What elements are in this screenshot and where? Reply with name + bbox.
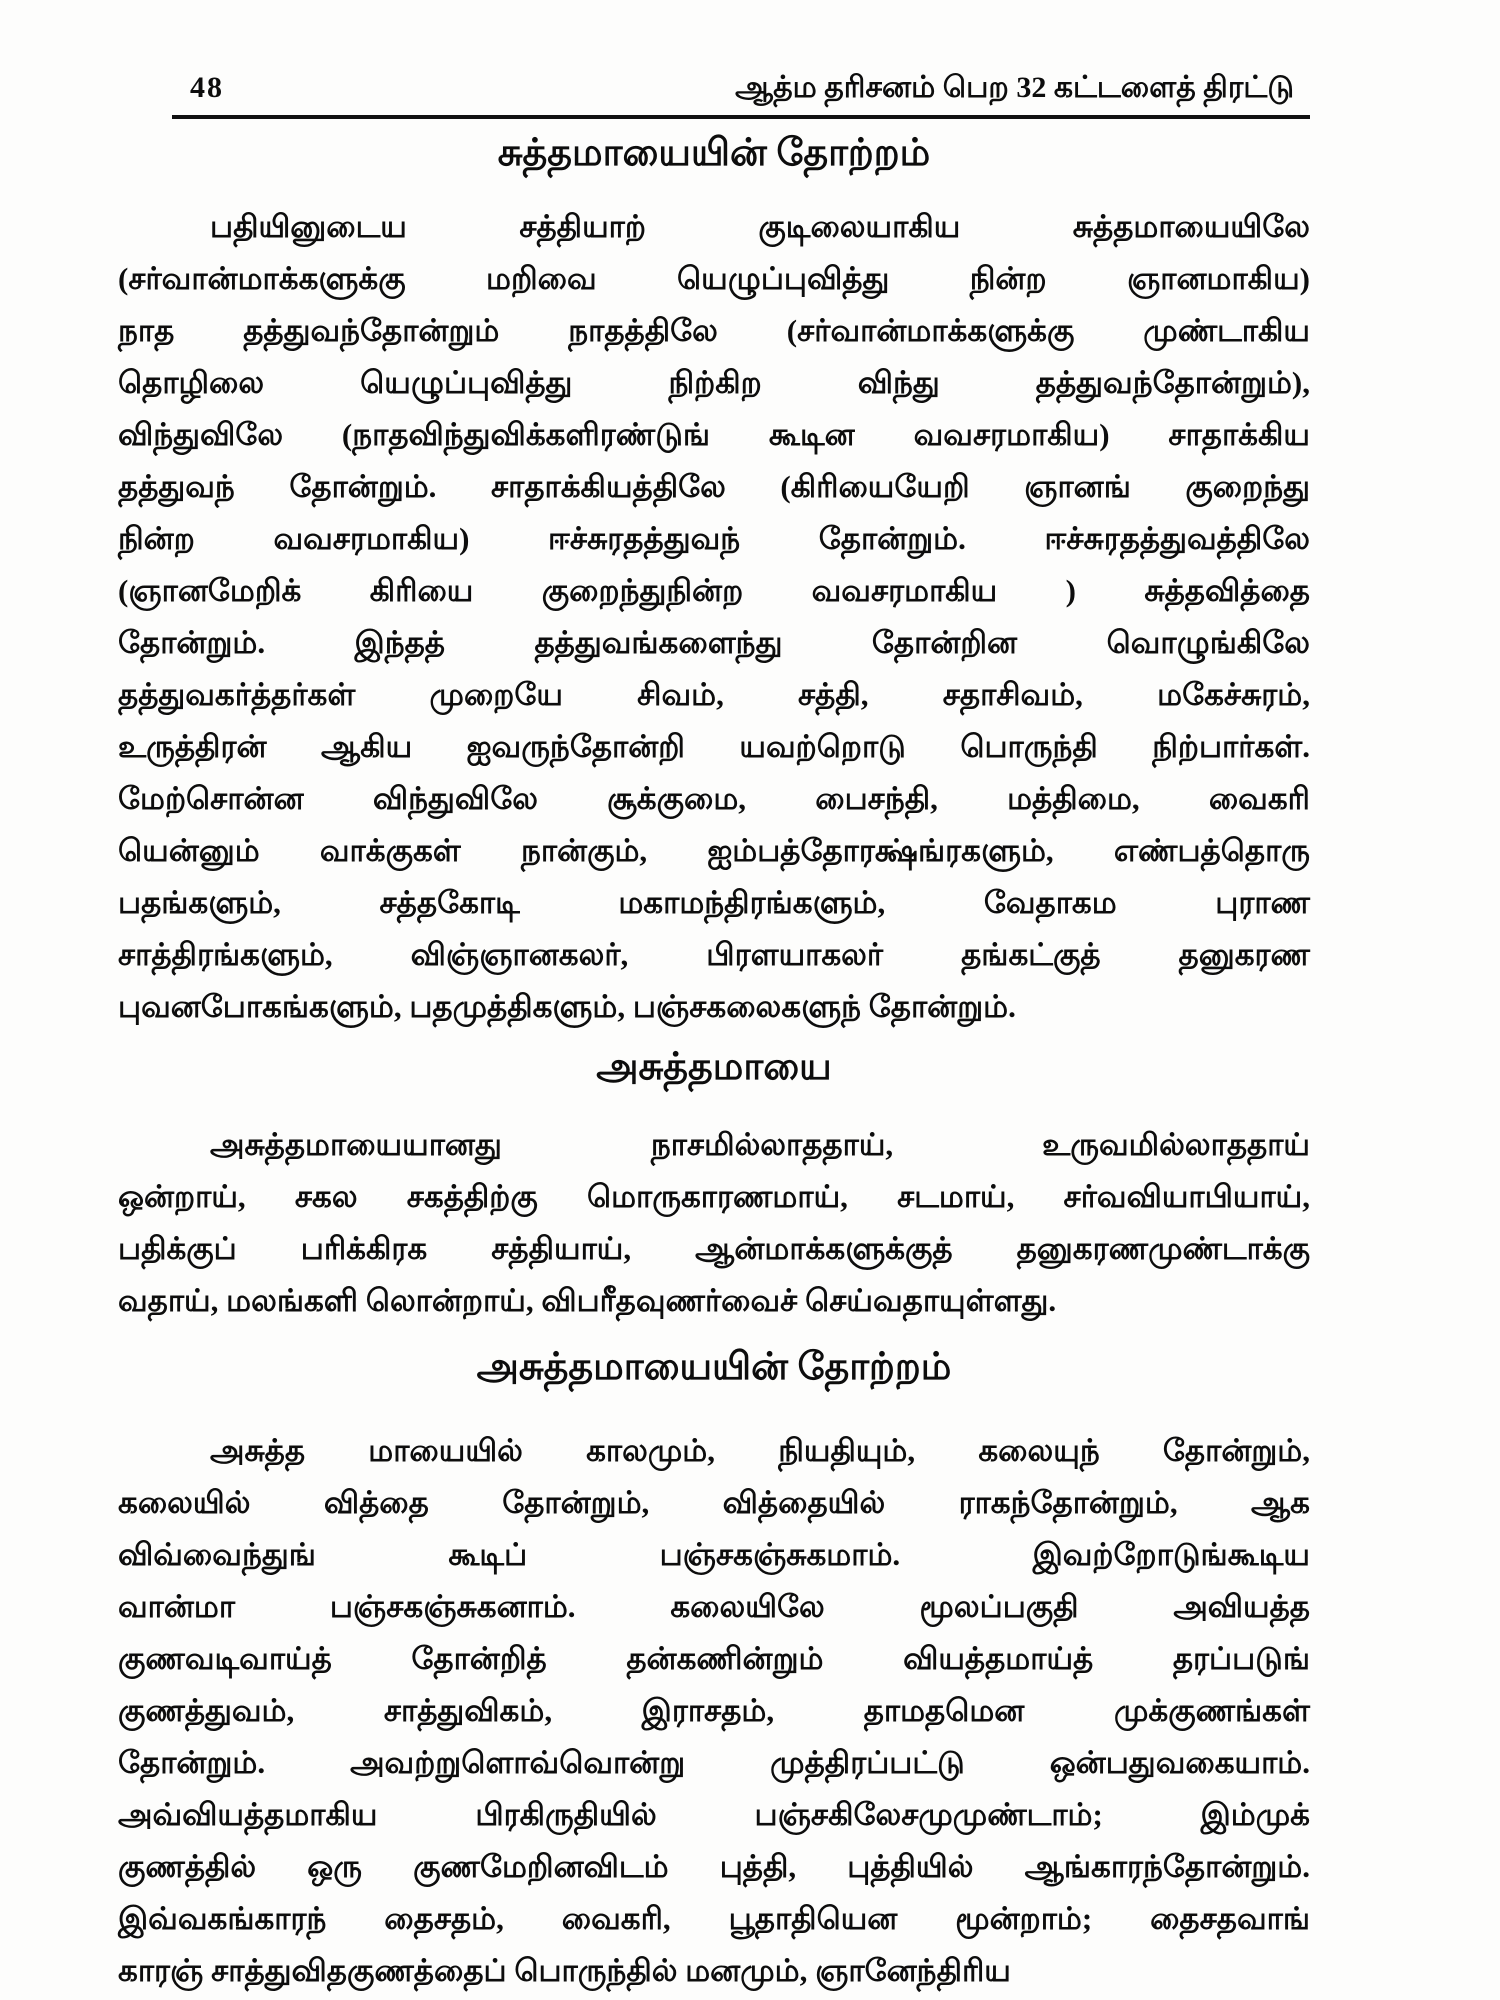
section-heading: அசுத்தமாயையின் தோற்றம்: [476, 1346, 952, 1388]
text-line: வான்மா பஞ்சகஞ்சுகனாம். கலையிலே மூலப்பகுதி அவியத்த: [118, 1589, 1310, 1624]
text-line: தத்துவந் தோன்றும். சாதாக்கியத்திலே (கிரியையேறி ஞானங் குறைந்து: [118, 469, 1310, 504]
text-line: (ஞானமேறிக் கிரியை குறைந்துநின்ற வவசரமாகிய ) சுத்தவித்தை: [118, 573, 1310, 608]
text-line: வதாய், மலங்களி லொன்றாய், விபரீதவுணர்வைச் செய்வதாயுள்ளது.: [118, 1283, 1057, 1318]
text-line: தத்துவகர்த்தர்கள் முறையே சிவம், சத்தி, சதாசிவம், மகேச்சுரம்,: [118, 677, 1310, 712]
paragraph: [118, 201, 1310, 1033]
text-line: குணத்தில் ஒரு குணமேறினவிடம் புத்தி, புத்தியில் ஆங்காரந்தோன்றும்.: [118, 1849, 1310, 1884]
text-line: கலையில் வித்தை தோன்றும், வித்தையில் ராகந்தோன்றும், ஆக: [118, 1485, 1310, 1520]
text-line: நின்ற வவசரமாகிய) ஈச்சுரதத்துவந் தோன்றும். ஈச்சுரதத்துவத்திலே: [118, 521, 1310, 556]
text-line: பதிக்குப் பரிக்கிரக சத்தியாய், ஆன்மாக்களுக்குத் தனுகரணமுண்டாக்கு: [118, 1231, 1310, 1266]
text-line: தோன்றும். அவற்றுளொவ்வொன்று முத்திரப்பட்டு ஒன்பதுவகையாம்.: [118, 1745, 1310, 1780]
text-line: உருத்திரன் ஆகிய ஐவருந்தோன்றி யவற்றொடு பொருந்தி நிற்பார்கள்.: [118, 729, 1310, 764]
text-line: குணத்துவம், சாத்துவிகம், இராசதம், தாமதமென முக்குணங்கள்: [118, 1693, 1310, 1728]
text-line: தொழிலை யெழுப்புவித்து நிற்கிற விந்து தத்துவந்தோன்றும்),: [118, 365, 1310, 400]
text-line: பதியினுடைய சத்தியாற் குடிலையாகிய சுத்தமாயையிலே: [210, 209, 1310, 244]
section-heading: சுத்தமாயையின் தோற்றம்: [497, 132, 931, 174]
text-line: இவ்வகங்காரந் தைசதம், வைகரி, பூதாதியென மூன்றாம்; தைசதவாங்: [118, 1901, 1310, 1936]
paragraph: [118, 1119, 1310, 1327]
text-line: ஒன்றாய், சகல சகத்திற்கு மொருகாரணமாய், சடமாய், சர்வவியாபியாய்,: [118, 1179, 1310, 1214]
text-line: விவ்வைந்துங் கூடிப் பஞ்சகஞ்சுகமாம். இவற்றோடுங்கூடிய: [118, 1537, 1310, 1572]
section-heading: அசுத்தமாயை: [596, 1046, 832, 1088]
text-line: மேற்சொன்ன விந்துவிலே சூக்குமை, பைசந்தி, மத்திமை, வைகரி: [118, 781, 1310, 816]
section-asuddhamayai-thotram: [118, 1343, 1310, 1997]
text-line: யென்னும் வாக்குகள் நான்கும், ஐம்பத்தோரக்ஷ்ங்ரகளும், எண்பத்தொரு: [118, 833, 1310, 868]
running-header-title: ஆத்ம தரிசனம் பெற 32 கட்டளைத் திரட்டு: [735, 71, 1294, 104]
text-line: புவனபோகங்களும், பதமுத்திகளும், பஞ்சகலைகளுந் தோன்றும்.: [118, 989, 1016, 1024]
paragraph: [118, 1425, 1310, 1997]
text-line: அவ்வியத்தமாகிய பிரகிருதியில் பஞ்சகிலேசமுமுண்டாம்; இம்முக்: [118, 1797, 1310, 1832]
text-line: நாத தத்துவந்தோன்றும் நாதத்திலே (சர்வான்மாக்களுக்கு முண்டாகிய: [118, 313, 1310, 348]
text-line: தோன்றும். இந்தத் தத்துவங்களைந்து தோன்றின வொழுங்கிலே: [118, 625, 1310, 660]
text-line: சாத்திரங்களும், விஞ்ஞானகலர், பிரளயாகலர் தங்கட்குத் தனுகரண: [118, 937, 1310, 972]
section-suddhamayai-thotram: [118, 129, 1310, 1033]
header-rule: [172, 115, 1310, 119]
page-header: [118, 68, 1310, 108]
text-line: (சர்வான்மாக்களுக்கு மறிவை யெழுப்புவித்து நின்ற ஞானமாகிய): [118, 261, 1310, 296]
text-line: அசுத்தமாயையானது நாசமில்லாததாய், உருவமில்லாததாய்: [210, 1127, 1310, 1162]
text-line: காரஞ் சாத்துவிதகுணத்தைப் பொருந்தில் மனமும், ஞானேந்திரிய: [118, 1953, 1011, 1988]
page-number: 48: [190, 71, 224, 104]
section-asuddhamayai: [118, 1043, 1310, 1327]
text-line: விந்துவிலே (நாதவிந்துவிக்களிரண்டுங் கூடின வவசரமாகிய) சாதாக்கிய: [118, 417, 1310, 452]
text-line: பதங்களும், சத்தகோடி மகாமந்திரங்களும், வேதாகம புராண: [118, 885, 1310, 920]
text-line: அசுத்த மாயையில் காலமும், நியதியும், கலையுந் தோன்றும்,: [210, 1433, 1310, 1468]
text-line: குணவடிவாய்த் தோன்றித் தன்கணின்றும் வியத்தமாய்த் தரப்படுங்: [118, 1641, 1310, 1676]
